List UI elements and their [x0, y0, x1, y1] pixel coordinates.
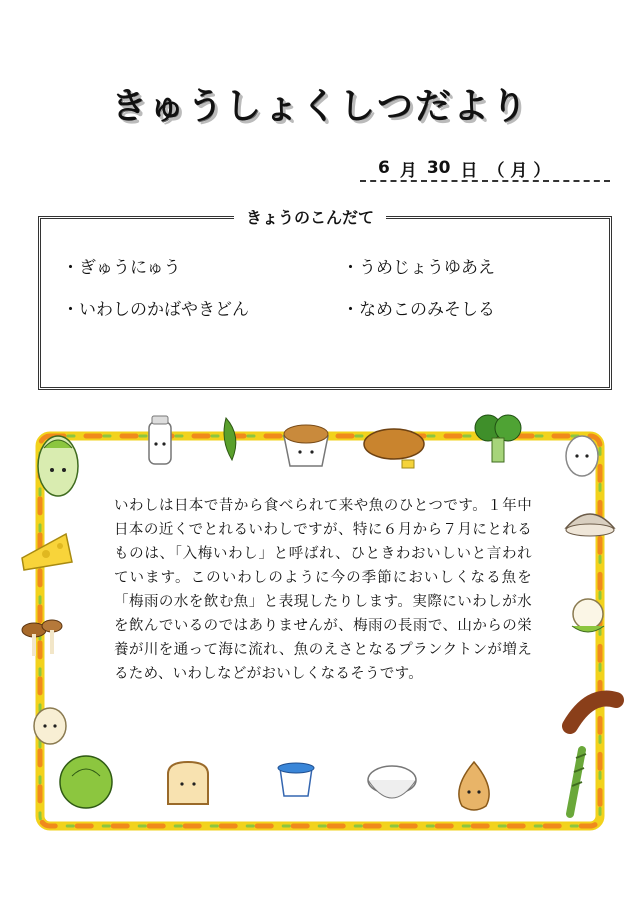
natto-icon [284, 425, 328, 466]
egg-icon [566, 436, 598, 476]
date-month: 6 [378, 158, 390, 178]
cauliflower-icon [572, 599, 604, 632]
date-line [360, 156, 610, 182]
menu-item-nameko-miso-soup: ・なめこのみそしる [342, 300, 495, 320]
bread-icon [364, 429, 424, 468]
asparagus-icon [570, 750, 586, 814]
date-day: 30 [426, 158, 451, 178]
onion-icon [459, 762, 489, 810]
menu-item-milk: ・ぎゅうにゅう [62, 258, 181, 278]
clam-icon [566, 514, 614, 536]
cheese-icon [22, 534, 72, 570]
milk-bottle-icon [149, 416, 171, 464]
bread-slice-icon [168, 762, 208, 804]
article-body: いわしは日本で昔から食べられて来や魚のひとつです。１年中日本の近くでとれるいわしですが、特に６月から７月にとれるものは、「入梅いわし」と呼ばれ、ひときわおいしいと言われています。このいわしのように今の季節においしくなる魚を「梅雨の水を飲む魚」と表現したりします。実際にいわしが水を飲んでいるのではありませんが、梅雨の長雨で、山からの栄養が川を通って海に流れ、魚のえさとなるプランクトンが増えるため、いわしなどがおいしくなるそうです。 [114, 498, 532, 682]
okra-icon [224, 418, 236, 460]
yogurt-icon [278, 763, 314, 796]
potato-icon [34, 708, 66, 744]
date-month-label: 月 [399, 160, 417, 181]
menu-item-sardine-kabayaki-bowl: ・いわしのかばやきどん [62, 300, 249, 320]
cabbage-icon [60, 756, 112, 808]
sausage-icon [570, 698, 616, 726]
menu-item-ume-soy-dressing: ・うめじょうゆあえ [342, 258, 495, 278]
cabbage-icon [38, 436, 78, 496]
date-day-label: 日 [460, 160, 478, 181]
menu-heading: きょうのこんだて [234, 205, 386, 228]
rice-bowl-icon [368, 766, 416, 798]
page-title: きゅうしょくしつだより [110, 86, 529, 127]
date-weekday: （ 月 ） [487, 160, 551, 181]
broccoli-icon [475, 415, 521, 462]
